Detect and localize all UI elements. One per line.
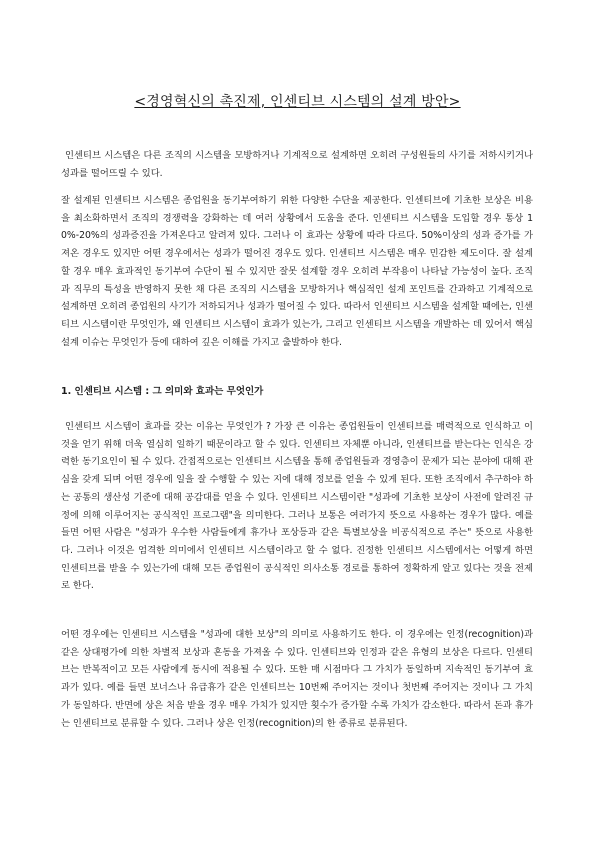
section-heading-1: 1. 인센티브 시스템 : 그 의미와 효과는 무엇인가	[61, 386, 264, 397]
intro-paragraph: 인센티브 시스템은 다른 조직의 시스템을 모방하거나 기계적으로 설계하면 오히려 구성원들의 사기를 저하시키거나 성과를 떨어뜨릴 수 있다.	[61, 150, 533, 179]
document-title: <경영혁신의 촉진제, 인센티브 시스템의 설계 방안>	[134, 94, 461, 110]
body-paragraph-3: 인센티브 시스템이 효과를 갖는 이유는 무엇인가 ? 가장 큰 이유는 종업원들이 인센티브를 매력적으로 인식하고 이것을 얻기 위해 더욱 열심히 일하기 때문이라고 할 수 있다. 인센티브 자체뿐 아니라, 인센티브를 받는다는 인식은 강력한 동기요인이 될 수 있다. 간접적으로는 인센티브 시스템을 통해 종업원들과 경영층이 문제가 되는 분야에 대해 관심을 갖게 되며 어떤 경우에 일을 잘 수행할 수 있는 지에 대해 정보를 얻을 수 있게 된다. 또한 조직에서 추구하야 하는 공통의 생산성 기준에 대해 공감대를 얻을 수 있다. 인센티브 시스템이란 "성과에 기초한 보상이 사전에 알려진 규정에 의해 이루어지는 공식적인 프로그램"을 의미한다. 그러나 보통은 여러가지 뜻으로 사용하는 경우가 많다. 예를 들면 어떤 사람은 "성과가 우수한 사람들에게 휴가나 포상등과 같은 특별보상을 비공식적으로 주는" 뜻으로 사용한다. 그러나 이것은 엄격한 의미에서 인센티브 시스템이라고 할 수 없다. 진정한 인센티브 시스템에서는 어떻게 하면 인센티브를 받을 수 있는가에 대해 모든 종업원이 공식적인 의사소통 경로를 통하여 정확하게 알고 있다는 것을 전제로 한다.	[61, 421, 533, 592]
body-paragraph-2: 잘 설계된 인센티브 시스템은 종업원을 동기부여하기 위한 다양한 수단을 제공한다. 인센티브에 기초한 보상은 비용을 최소화하면서 조직의 경쟁력을 강화하는 데 여러 상황에서 도움을 준다. 인센티브 시스템을 도입할 경우 통상 10%-20%의 성과증진을 가져온다고 알려져 있다. 그러나 이 효과는 상황에 따라 다르다. 50%이상의 성과 증가를 가져온 경우도 있지만 어떤 경우에서는 성과가 떨어진 경우도 있다. 인센티브 시스템은 매우 민감한 제도이다. 잘 설계할 경우 매우 효과적인 동기부여 수단이 될 수 있지만 잘못 설계할 경우 오히려 부작용이 나타날 가능성이 높다. 조직과 직무의 특성을 반영하지 못한 채 다른 조직의 시스템을 모방하거나 핵심적인 설계 포인트를 간과하고 기계적으로 설계하면 오히려 종업원의 사기가 저하되거나 성과가 떨어질 수 있다. 따라서 인센티브 시스템을 설계할 때에는, 인센티브 시스템이란 무엇인가, 왜 인센티브 시스템이 효과가 있는가, 그리고 인센티브 시스템을 개발하는 데 있어서 핵심 설계 이슈는 무엇인가 등에 대하여 깊은 이해를 가지고 출발하야 한다.	[61, 195, 533, 348]
body-paragraph-4: 어떤 경우에는 인센티브 시스템을 "성과에 대한 보상"의 의미로 사용하기도 한다. 이 경우에는 인정(recognition)과 같은 상대평가에 의한 차별적 보상과 혼동을 가져올 수 있다. 인센티브와 인정과 같은 유형의 보상은 다르다. 인센티브는 반복적이고 모든 사람에게 동시에 적용될 수 있다. 또한 매 시점마다 그 가치가 동일하며 지속적인 동기부여 효과가 있다. 예를 들면 보너스나 유급휴가 같은 인센티브는 10번째 주어지는 것이나 첫번째 주어지는 것이나 그 가치가 동일하다. 반면에 상은 처음 받을 경우 매우 가치가 있지만 횟수가 증가할 수록 가치가 감소한다. 따라서 돈과 휴가는 인센티브로 분류할 수 있다. 그러나 상은 인정(recognition)의 한 종류로 분류된다.	[61, 629, 533, 729]
